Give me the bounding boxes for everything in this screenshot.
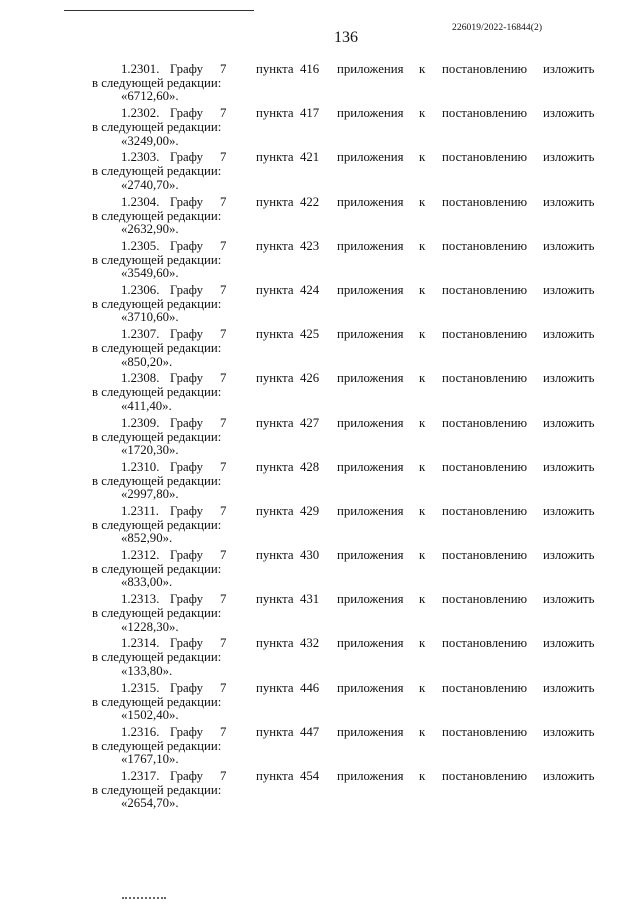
entry-word-k: к: [419, 238, 426, 253]
entry-first-line: [121, 196, 601, 210]
entry-word-izlozhit: изложить: [543, 415, 595, 430]
entry-column-number: 7: [220, 415, 227, 430]
entry-word-k: к: [419, 680, 426, 695]
entry-first-line: [121, 770, 601, 784]
entry-word-postanovleniyu: постановлению: [442, 327, 528, 342]
entry-column-number: 7: [220, 282, 227, 297]
entry-word-postanovleniyu: постановлению: [442, 106, 528, 121]
entry-value: «1228,30».: [121, 619, 179, 634]
entry-word-k: к: [419, 415, 426, 430]
entry-word-izlozhit: изложить: [543, 282, 595, 297]
entry-second-line: в следующей редакции:: [92, 429, 222, 444]
entry-word-grafu: Графу: [170, 548, 204, 563]
list-item: [92, 196, 612, 240]
entry-word-k: к: [419, 503, 426, 518]
list-item: [92, 284, 612, 328]
entry-word-izlozhit: изложить: [543, 150, 595, 165]
entry-column-number: 7: [220, 769, 227, 783]
entry-number: 1.2316.: [121, 724, 160, 739]
list-item: [92, 637, 612, 681]
entry-word-postanovleniyu: постановлению: [442, 415, 528, 430]
entry-word-prilozheniya: приложения: [337, 548, 404, 563]
entry-value: «411,40».: [121, 398, 172, 413]
entry-word-punkta: пункта: [256, 415, 294, 430]
entry-word-postanovleniyu: постановлению: [442, 724, 528, 739]
entry-word-grafu: Графу: [170, 459, 204, 474]
entry-number: 1.2314.: [121, 636, 160, 651]
entry-word-postanovleniyu: постановлению: [442, 194, 528, 209]
entry-word-prilozheniya: приложения: [337, 680, 404, 695]
entry-word-prilozheniya: приложения: [337, 724, 404, 739]
entry-word-postanovleniyu: постановлению: [442, 459, 528, 474]
entry-word-k: к: [419, 150, 426, 165]
entry-appendix-number: 427: [300, 415, 320, 430]
entry-word-izlozhit: изложить: [543, 459, 595, 474]
list-item: [92, 682, 612, 726]
entry-column-number: 7: [220, 548, 227, 563]
entry-value: «3249,00».: [121, 133, 179, 148]
entry-value: «1502,40».: [121, 708, 179, 723]
entry-word-izlozhit: изложить: [543, 62, 595, 76]
list-item: [92, 593, 612, 637]
entry-column-number: 7: [220, 724, 227, 739]
entry-word-prilozheniya: приложения: [337, 636, 404, 651]
entry-value: «850,20».: [121, 354, 173, 369]
entry-word-k: к: [419, 371, 426, 386]
entry-value: «2997,80».: [121, 487, 179, 502]
entry-word-prilozheniya: приложения: [337, 106, 404, 121]
entry-word-punkta: пункта: [256, 62, 294, 76]
entry-column-number: 7: [220, 238, 227, 253]
list-item: [92, 63, 612, 107]
entry-word-punkta: пункта: [256, 106, 294, 121]
entries-list: [92, 63, 612, 814]
entry-word-grafu: Графу: [170, 769, 204, 783]
entry-number: 1.2313.: [121, 592, 160, 607]
entry-second-line: в следующей редакции:: [92, 562, 222, 577]
entry-word-prilozheniya: приложения: [337, 327, 404, 342]
entry-number: 1.2301.: [121, 62, 160, 76]
entry-number: 1.2308.: [121, 371, 160, 386]
entry-column-number: 7: [220, 106, 227, 121]
entry-word-prilozheniya: приложения: [337, 238, 404, 253]
entry-word-izlozhit: изложить: [543, 503, 595, 518]
entry-word-izlozhit: изложить: [543, 106, 595, 121]
entry-word-postanovleniyu: постановлению: [442, 371, 528, 386]
entry-word-grafu: Графу: [170, 150, 204, 165]
entry-value: «833,00».: [121, 575, 173, 590]
entry-column-number: 7: [220, 62, 227, 76]
entry-first-line: [121, 107, 601, 121]
entry-word-punkta: пункта: [256, 459, 294, 474]
footer-mark: [122, 897, 166, 899]
entry-word-grafu: Графу: [170, 194, 204, 209]
list-item: [92, 770, 612, 814]
entry-number: 1.2315.: [121, 680, 160, 695]
entry-first-line: [121, 328, 601, 342]
entry-first-line: [121, 417, 601, 431]
entry-word-punkta: пункта: [256, 548, 294, 563]
entry-number: 1.2317.: [121, 769, 160, 783]
entry-word-postanovleniyu: постановлению: [442, 592, 528, 607]
entry-second-line: в следующей редакции:: [92, 473, 222, 488]
entry-number: 1.2303.: [121, 150, 160, 165]
entry-word-prilozheniya: приложения: [337, 62, 404, 76]
entry-word-prilozheniya: приложения: [337, 503, 404, 518]
top-rule-divider: [64, 10, 254, 11]
entry-word-postanovleniyu: постановлению: [442, 636, 528, 651]
entry-word-grafu: Графу: [170, 371, 204, 386]
entry-word-grafu: Графу: [170, 62, 204, 76]
entry-second-line: в следующей редакции:: [92, 650, 222, 665]
entry-second-line: в следующей редакции:: [92, 738, 222, 753]
entry-appendix-number: 416: [300, 62, 320, 76]
entry-second-line: в следующей редакции:: [92, 341, 222, 356]
entry-word-punkta: пункта: [256, 327, 294, 342]
entry-first-line: [121, 151, 601, 165]
entry-value: «2632,90».: [121, 221, 179, 236]
entry-first-line: [121, 549, 601, 563]
entry-word-izlozhit: изложить: [543, 194, 595, 209]
entry-word-grafu: Графу: [170, 282, 204, 297]
entry-appendix-number: 430: [300, 548, 320, 563]
entry-value: «852,90».: [121, 531, 173, 546]
entry-appendix-number: 429: [300, 503, 320, 518]
entry-first-line: [121, 726, 601, 740]
entry-second-line: в следующей редакции:: [92, 385, 222, 400]
entry-word-izlozhit: изложить: [543, 327, 595, 342]
entry-value: «1767,10».: [121, 752, 179, 767]
entry-word-grafu: Графу: [170, 106, 204, 121]
entry-word-prilozheniya: приложения: [337, 282, 404, 297]
entry-word-izlozhit: изложить: [543, 238, 595, 253]
entry-second-line: в следующей редакции:: [92, 120, 222, 135]
entry-value: «6712,60».: [121, 89, 179, 104]
entry-first-line: [121, 505, 601, 519]
entry-appendix-number: 446: [300, 680, 320, 695]
list-item: [92, 505, 612, 549]
list-item: [92, 549, 612, 593]
entry-word-prilozheniya: приложения: [337, 415, 404, 430]
entry-word-punkta: пункта: [256, 592, 294, 607]
entry-second-line: в следующей редакции:: [92, 517, 222, 532]
entry-second-line: в следующей редакции:: [92, 694, 222, 709]
entry-word-postanovleniyu: постановлению: [442, 548, 528, 563]
entry-number: 1.2304.: [121, 194, 160, 209]
entry-column-number: 7: [220, 503, 227, 518]
entry-word-k: к: [419, 194, 426, 209]
entry-word-postanovleniyu: постановлению: [442, 150, 528, 165]
list-item: [92, 726, 612, 770]
entry-word-izlozhit: изложить: [543, 371, 595, 386]
entry-word-postanovleniyu: постановлению: [442, 503, 528, 518]
entry-word-k: к: [419, 106, 426, 121]
entry-word-postanovleniyu: постановлению: [442, 680, 528, 695]
entry-second-line: в следующей редакции:: [92, 164, 222, 179]
entry-appendix-number: 417: [300, 106, 320, 121]
entry-first-line: [121, 637, 601, 651]
document-code: 226019/2022-16844(2): [452, 23, 543, 33]
entry-number: 1.2311.: [121, 503, 159, 518]
entry-appendix-number: 421: [300, 150, 320, 165]
entry-word-prilozheniya: приложения: [337, 769, 404, 783]
entry-word-k: к: [419, 548, 426, 563]
entry-word-grafu: Графу: [170, 327, 204, 342]
page-number: 136: [334, 29, 358, 46]
entry-word-grafu: Графу: [170, 592, 204, 607]
entry-word-punkta: пункта: [256, 282, 294, 297]
entry-column-number: 7: [220, 371, 227, 386]
entry-first-line: [121, 682, 601, 696]
entry-number: 1.2310.: [121, 459, 160, 474]
entry-number: 1.2305.: [121, 238, 160, 253]
entry-column-number: 7: [220, 592, 227, 607]
entry-first-line: [121, 63, 601, 77]
entry-appendix-number: 425: [300, 327, 320, 342]
list-item: [92, 372, 612, 416]
entry-value: «3549,60».: [121, 266, 179, 281]
entry-second-line: в следующей редакции:: [92, 76, 222, 90]
entry-word-postanovleniyu: постановлению: [442, 282, 528, 297]
entry-word-postanovleniyu: постановлению: [442, 769, 528, 783]
entry-word-punkta: пункта: [256, 194, 294, 209]
entry-word-k: к: [419, 592, 426, 607]
entry-appendix-number: 423: [300, 238, 320, 253]
entry-word-k: к: [419, 327, 426, 342]
entry-column-number: 7: [220, 636, 227, 651]
entry-first-line: [121, 240, 601, 254]
entry-column-number: 7: [220, 327, 227, 342]
entry-word-k: к: [419, 724, 426, 739]
entry-word-punkta: пункта: [256, 503, 294, 518]
entry-word-punkta: пункта: [256, 636, 294, 651]
entry-number: 1.2307.: [121, 327, 160, 342]
entry-first-line: [121, 593, 601, 607]
entry-word-k: к: [419, 459, 426, 474]
entry-word-postanovleniyu: постановлению: [442, 238, 528, 253]
entry-number: 1.2312.: [121, 548, 160, 563]
entry-word-punkta: пункта: [256, 680, 294, 695]
entry-value: «1720,30».: [121, 442, 179, 457]
entry-first-line: [121, 461, 601, 475]
entry-number: 1.2306.: [121, 282, 160, 297]
list-item: [92, 107, 612, 151]
entry-appendix-number: 422: [300, 194, 320, 209]
entry-first-line: [121, 284, 601, 298]
entry-column-number: 7: [220, 459, 227, 474]
list-item: [92, 461, 612, 505]
entry-word-izlozhit: изложить: [543, 548, 595, 563]
entry-word-punkta: пункта: [256, 238, 294, 253]
entry-column-number: 7: [220, 194, 227, 209]
entry-value: «3710,60».: [121, 310, 179, 325]
list-item: [92, 417, 612, 461]
entry-word-k: к: [419, 636, 426, 651]
entry-word-izlozhit: изложить: [543, 724, 595, 739]
list-item: [92, 328, 612, 372]
entry-number: 1.2309.: [121, 415, 160, 430]
entry-word-prilozheniya: приложения: [337, 459, 404, 474]
entry-number: 1.2302.: [121, 106, 160, 121]
entry-word-punkta: пункта: [256, 150, 294, 165]
entry-second-line: в следующей редакции:: [92, 208, 222, 223]
entry-second-line: в следующей редакции:: [92, 783, 222, 797]
entry-word-grafu: Графу: [170, 415, 204, 430]
entry-appendix-number: 424: [300, 282, 320, 297]
list-item: [92, 240, 612, 284]
entry-appendix-number: 454: [300, 769, 320, 783]
entry-second-line: в следующей редакции:: [92, 252, 222, 267]
entry-word-grafu: Графу: [170, 636, 204, 651]
entry-word-prilozheniya: приложения: [337, 194, 404, 209]
entry-appendix-number: 426: [300, 371, 320, 386]
entry-value: «133,80».: [121, 663, 173, 678]
entry-word-prilozheniya: приложения: [337, 592, 404, 607]
entry-column-number: 7: [220, 680, 227, 695]
entry-second-line: в следующей редакции:: [92, 606, 222, 621]
entry-word-punkta: пункта: [256, 724, 294, 739]
entry-appendix-number: 428: [300, 459, 320, 474]
entry-value: «2740,70».: [121, 177, 179, 192]
entry-word-postanovleniyu: постановлению: [442, 62, 528, 76]
entry-word-punkta: пункта: [256, 371, 294, 386]
entry-word-grafu: Графу: [170, 238, 204, 253]
entry-first-line: [121, 372, 601, 386]
entry-value: «2654,70».: [121, 796, 179, 811]
entry-second-line: в следующей редакции:: [92, 296, 222, 311]
entry-word-grafu: Графу: [170, 680, 204, 695]
entry-word-prilozheniya: приложения: [337, 150, 404, 165]
entry-word-izlozhit: изложить: [543, 769, 595, 783]
entry-word-izlozhit: изложить: [543, 636, 595, 651]
entry-word-k: к: [419, 769, 426, 783]
entry-word-punkta: пункта: [256, 769, 294, 783]
entry-word-prilozheniya: приложения: [337, 371, 404, 386]
entry-appendix-number: 447: [300, 724, 320, 739]
entry-appendix-number: 431: [300, 592, 320, 607]
list-item: [92, 151, 612, 195]
entry-word-k: к: [419, 282, 426, 297]
entry-word-grafu: Графу: [170, 503, 204, 518]
entry-word-grafu: Графу: [170, 724, 204, 739]
entry-word-izlozhit: изложить: [543, 680, 595, 695]
entry-word-k: к: [419, 62, 426, 76]
entry-appendix-number: 432: [300, 636, 320, 651]
entry-word-izlozhit: изложить: [543, 592, 595, 607]
entry-column-number: 7: [220, 150, 227, 165]
